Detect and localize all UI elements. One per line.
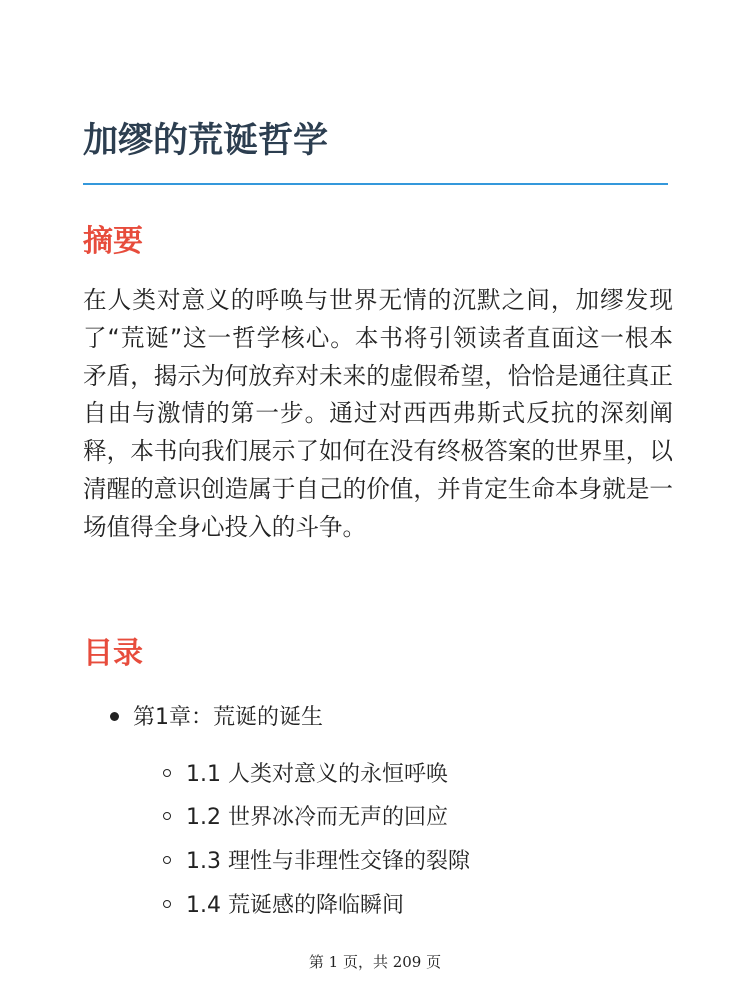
hollow-bullet-icon (163, 900, 171, 908)
toc-section-item (163, 757, 448, 793)
abstract-heading: 摘要 (83, 224, 143, 259)
page-number: 第 1 页，共 209 页 (308, 953, 442, 971)
filled-bullet-icon (110, 712, 119, 721)
toc-section-item (163, 888, 404, 924)
hollow-bullet-icon (163, 856, 171, 864)
hollow-bullet-icon (163, 812, 171, 820)
toc-section-item (163, 800, 448, 836)
toc-section-label: 1.1 人类对意义的永恒呼唤 (186, 762, 448, 787)
toc-section-label: 1.3 理性与非理性交锋的裂隙 (186, 849, 470, 874)
title-divider (83, 183, 668, 185)
toc-chapter-item (110, 700, 323, 736)
toc-section-item (163, 844, 470, 880)
document-title: 加缪的荒诞哲学 (83, 121, 329, 161)
toc-chapter-label: 第1章：荒诞的诞生 (133, 705, 323, 730)
abstract-text: 在人类对意义的呼唤与世界无情的沉默之间，加缪发现了“荒诞”这一哲学核心。本书将引领读者直面这一根本矛盾，揭示为何放弃对未来的虚假希望，恰恰是通往真正自由与激情的第一步。通过对西西弗斯式反抗的深刻阐释，本书向我们展示了如何在没有终极答案的世界里，以清醒的意识创造属于自己的价值，并肯定生命本身就是一场值得全身心投入的斗争。 (83, 286, 673, 541)
toc-heading: 目录 (83, 636, 143, 671)
toc-section-label: 1.4 荒诞感的降临瞬间 (186, 893, 404, 918)
hollow-bullet-icon (163, 769, 171, 777)
toc-section-label: 1.2 世界冰冷而无声的回应 (186, 805, 448, 830)
